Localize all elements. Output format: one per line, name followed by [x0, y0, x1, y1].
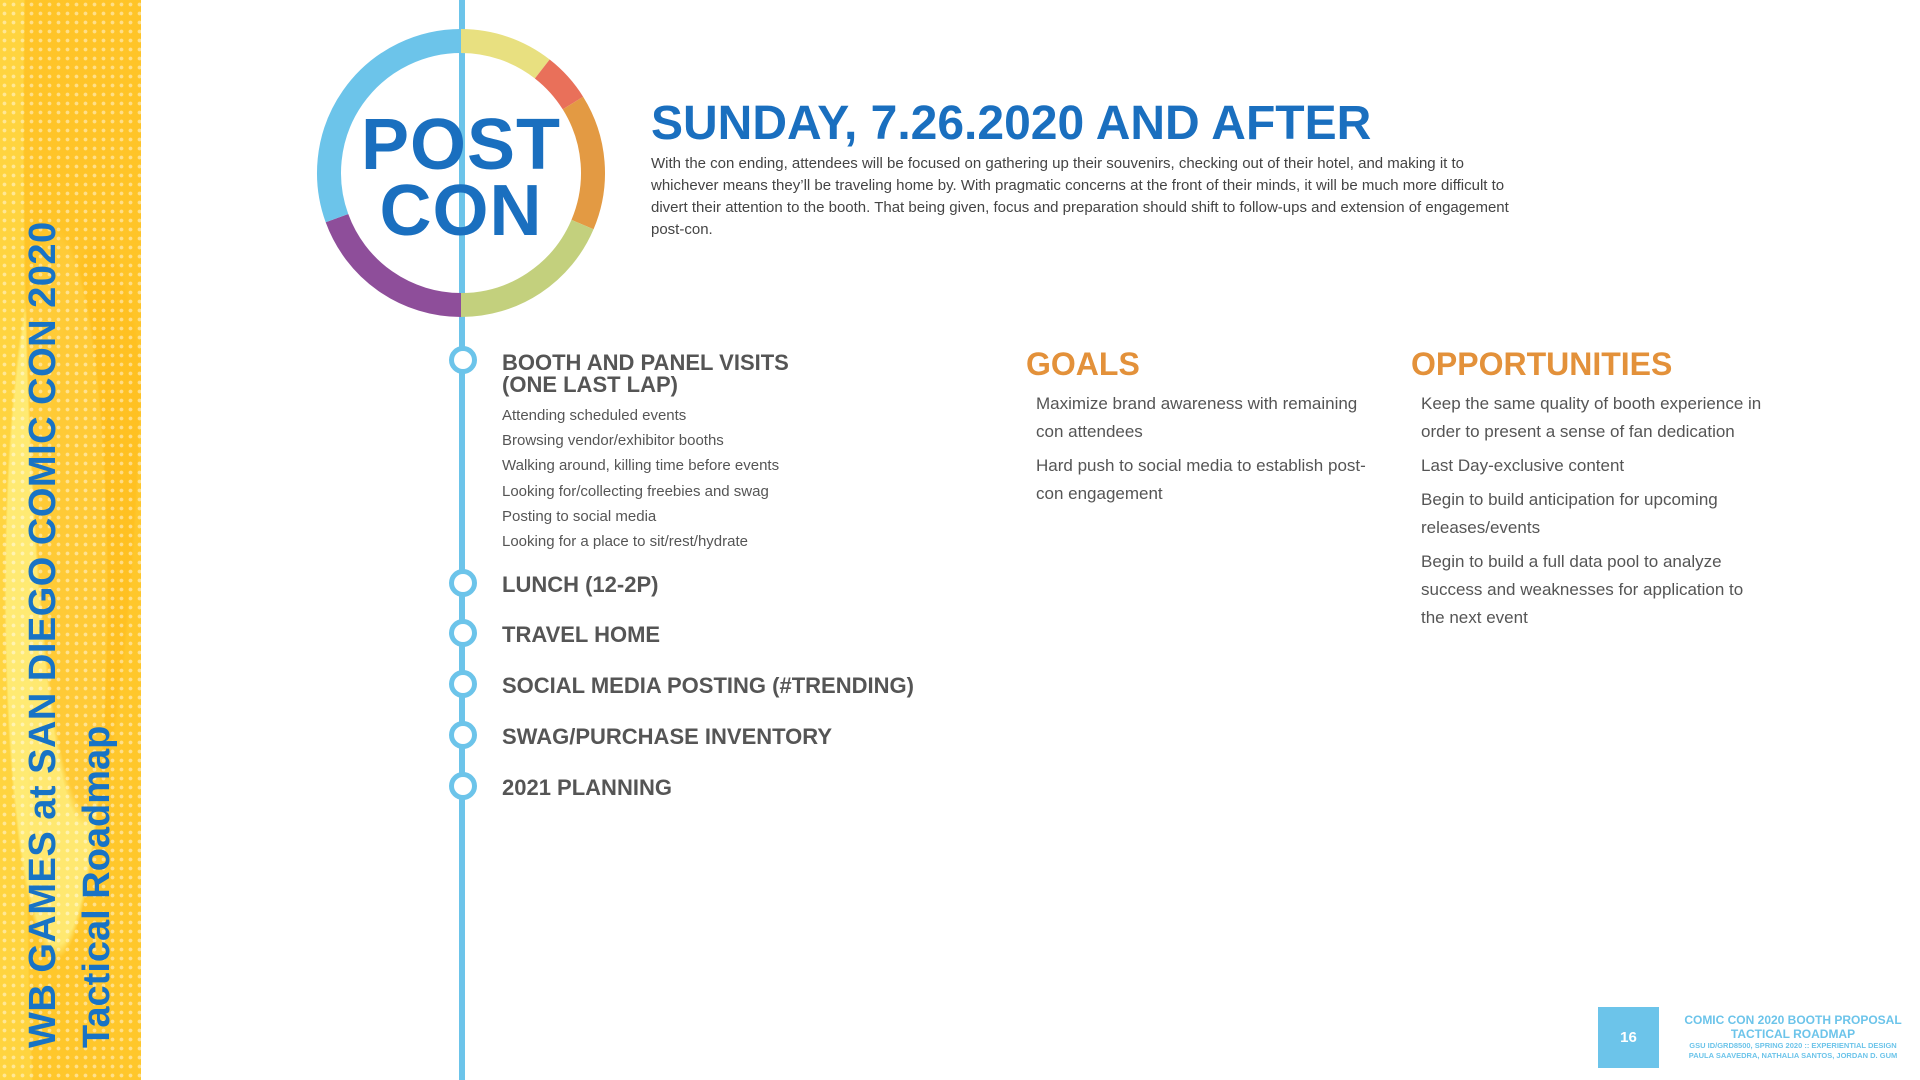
list-item: Begin to build anticipation for upcoming releases/events [1421, 490, 1718, 537]
booth-activities-list [502, 403, 779, 554]
post-con-badge [313, 25, 609, 321]
list-item: Maximize brand awareness with remaining con attendees [1036, 394, 1358, 441]
page-number: 16 [1598, 1007, 1659, 1068]
footer-authors: PAULA SAAVEDRA, NATHALIA SANTOS, JORDAN D. GUM [1688, 1051, 1898, 1060]
timeline-title-swag: SWAG/PURCHASE INVENTORY [502, 724, 833, 749]
timeline-node [449, 772, 477, 800]
timeline-title-booth [502, 352, 789, 396]
list-item: Looking for a place to sit/rest/hydrate [502, 533, 748, 551]
list-item: Begin to build a full data pool to analyze success and weaknesses for application to the next event [1421, 552, 1744, 627]
timeline-node [449, 721, 477, 749]
footer-course: GSU ID/GRD8500, SPRING 2020 :: EXPERIENTIAL DESIGN [1689, 1041, 1897, 1050]
badge-text-con: CON [379, 171, 543, 251]
timeline-node [449, 569, 477, 597]
timeline-title-social: SOCIAL MEDIA POSTING (#TRENDING) [502, 673, 914, 698]
footer-subtitle: TACTICAL ROADMAP [1730, 1027, 1856, 1041]
opportunities-list [1421, 390, 1766, 638]
sidebar-subtitle: Tactical Roadmap [76, 725, 118, 1048]
badge-text-post: POST [360, 105, 562, 185]
page-title: SUNDAY, 7.26.2020 AND AFTER [651, 97, 1372, 150]
ring-segment [461, 41, 542, 69]
timeline-node [449, 346, 477, 374]
list-item: Walking around, killing time before events [502, 457, 780, 475]
goals-list [1036, 390, 1366, 514]
timeline-node [449, 670, 477, 698]
goals-heading: GOALS [1026, 346, 1140, 382]
intro-paragraph: With the con ending, attendees will be focused on gathering up their souvenirs, checking out of their hotel, and making it to whichever means they’ll be traveling home by. With pragmatic concerns at the front of their minds, it will be much more difficult to divert their attention to the booth. That being given, focus and preparation should shift to follow-ups and extension of engagement post-con. [651, 155, 1509, 238]
list-item: Hard push to social media to establish post-con engagement [1036, 456, 1366, 503]
list-item: Looking for/collecting freebies and swag [502, 482, 769, 500]
sidebar-banner [0, 0, 141, 1080]
list-item: Posting to social media [502, 507, 657, 525]
opportunities-heading: OPPORTUNITIES [1411, 346, 1673, 382]
timeline-title-planning: 2021 PLANNING [502, 775, 672, 800]
footer-title: COMIC CON 2020 BOOTH PROPOSAL [1684, 1013, 1902, 1027]
booth-title-line2: (ONE LAST LAP) [502, 372, 678, 397]
sidebar-title: WB GAMES at SAN DIEGO COMIC CON 2020 [22, 221, 64, 1048]
timeline-node [449, 619, 477, 647]
list-item: Last Day-exclusive content [1421, 456, 1625, 475]
ring-segment [542, 69, 573, 103]
booth-title-line1: BOOTH AND PANEL VISITS [502, 350, 789, 375]
timeline-title-travel: TRAVEL HOME [502, 622, 661, 647]
timeline-title-lunch: LUNCH (12-2P) [502, 572, 659, 597]
list-item: Keep the same quality of booth experience in order to present a sense of fan dedication [1421, 394, 1762, 441]
list-item: Attending scheduled events [502, 407, 687, 424]
list-item: Browsing vendor/exhibitor booths [502, 432, 724, 450]
